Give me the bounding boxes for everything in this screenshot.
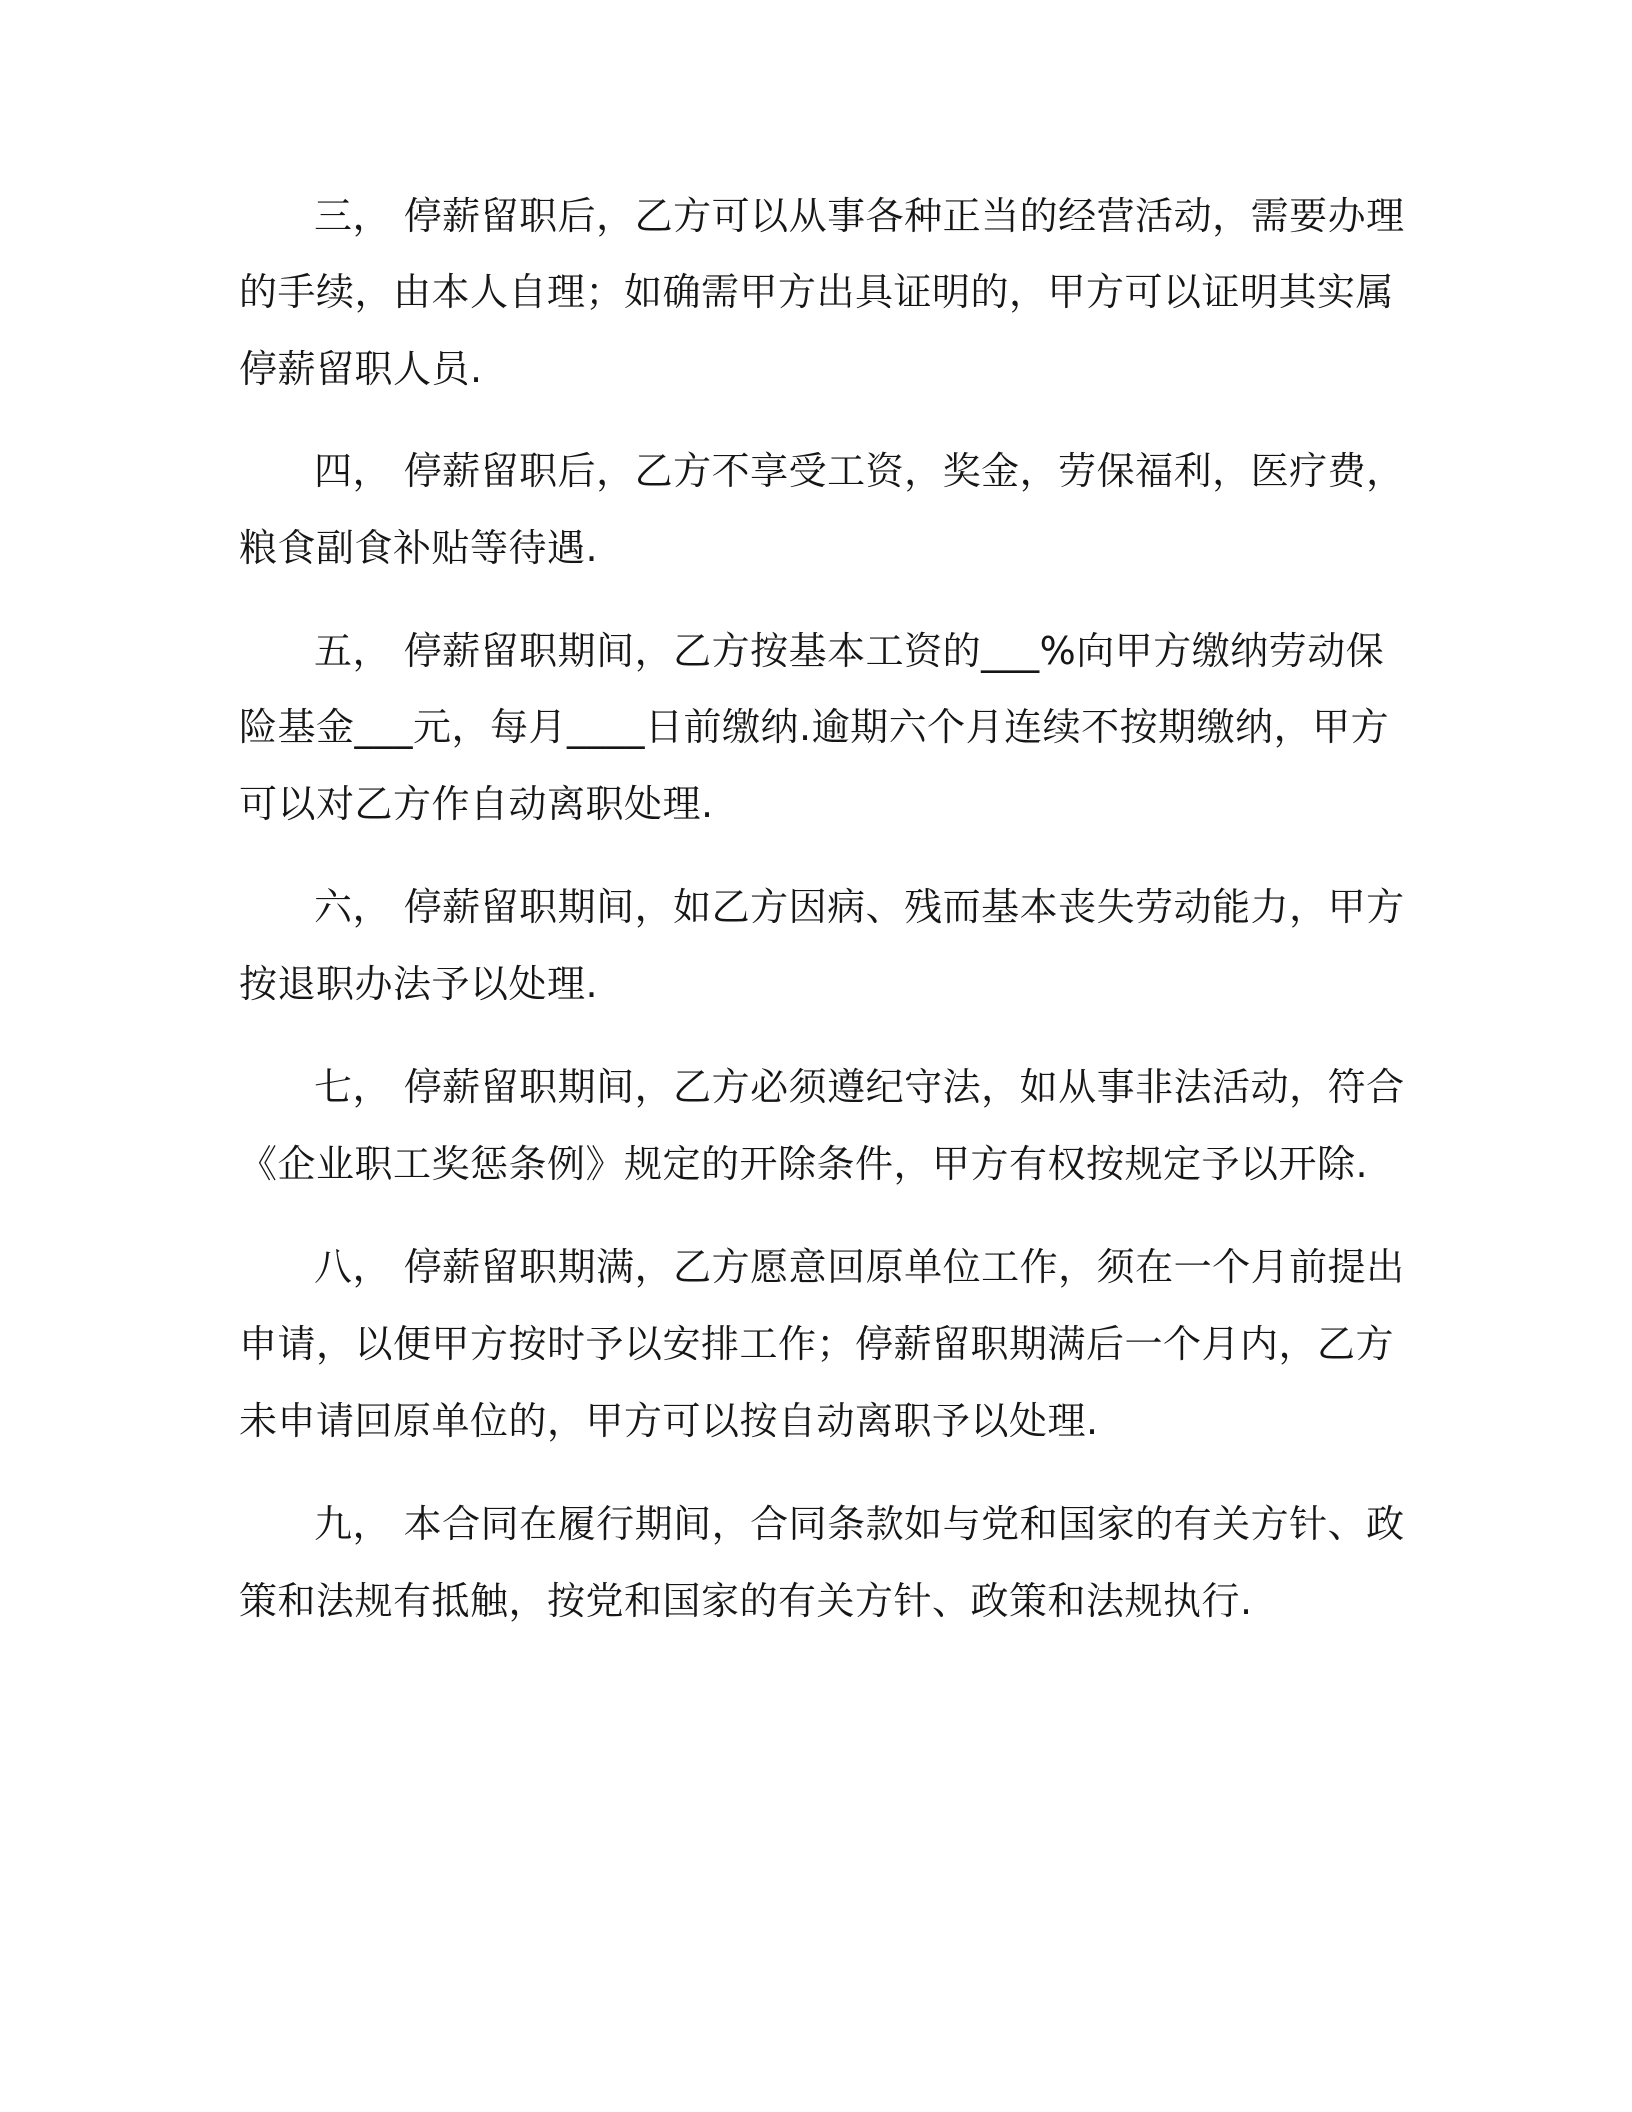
- clause-4-line-2: 粮食副食补贴等待遇.: [239, 526, 599, 570]
- clause-7-line-2: 《企业职工奖惩条例》规定的开除条件，甲方有权按规定予以开除.: [239, 1142, 1369, 1186]
- clause-5-line-3: 可以对乙方作自动离职处理.: [239, 782, 714, 826]
- clause-9-line-1: 九， 本合同在履行期间，合同条款如与党和国家的有关方针、政: [314, 1502, 1405, 1546]
- clause-6-line-1: 六， 停薪留职期间，如乙方因病、残而基本丧失劳动能力，甲方: [314, 885, 1405, 929]
- clause-8-line-1: 八， 停薪留职期满，乙方愿意回原单位工作，须在一个月前提出: [314, 1245, 1405, 1289]
- clause-9-line-2: 策和法规有抵触，按党和国家的有关方针、政策和法规执行.: [239, 1579, 1253, 1623]
- clause-5-line-2: 险基金___元，每月____日前缴纳.逾期六个月连续不按期缴纳，甲方: [239, 705, 1390, 749]
- clause-3-line-3: 停薪留职人员.: [239, 347, 483, 391]
- clause-3-line-2: 的手续，由本人自理；如确需甲方出具证明的，甲方可以证明其实属: [239, 270, 1395, 314]
- clause-5-line-1: 五， 停薪留职期间，乙方按基本工资的___%向甲方缴纳劳动保: [314, 629, 1385, 673]
- clause-7-line-1: 七， 停薪留职期间，乙方必须遵纪守法，如从事非法活动，符合: [314, 1065, 1405, 1109]
- clause-8-line-2: 申请，以便甲方按时予以安排工作；停薪留职期满后一个月内，乙方: [239, 1322, 1395, 1366]
- clause-6-line-2: 按退职办法予以处理.: [239, 962, 599, 1006]
- clause-8-line-3: 未申请回原单位的，甲方可以按自动离职予以处理.: [239, 1399, 1099, 1443]
- clause-3-line-1: 三， 停薪留职后，乙方可以从事各种正当的经营活动，需要办理: [314, 194, 1405, 238]
- clause-4-line-1: 四， 停薪留职后，乙方不享受工资，奖金，劳保福利，医疗费，: [314, 449, 1405, 493]
